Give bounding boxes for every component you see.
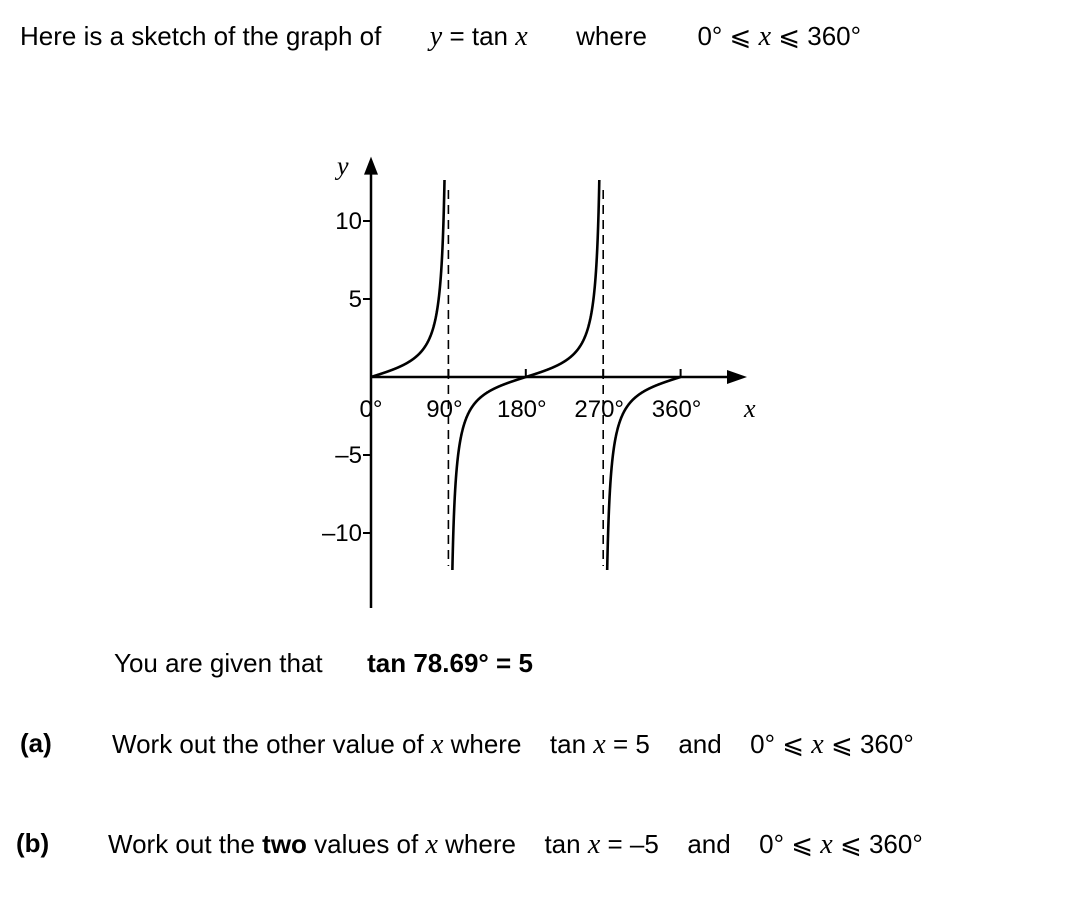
part-b-range-right: ⩽ 360°: [839, 829, 923, 859]
y-axis-arrowhead: [364, 157, 378, 175]
intro-eq-tan: = tan: [449, 21, 509, 51]
part-b-eq-left: tan: [544, 829, 581, 859]
intro-range-right: ⩽ 360°: [778, 21, 862, 51]
y-tick-label: –5: [335, 442, 362, 469]
tan-curve-branch-3: [604, 377, 681, 905]
y-tick-label: 10: [335, 208, 362, 235]
y-axis-label: y: [337, 151, 349, 181]
part-b-and: and: [687, 829, 731, 859]
given-text: You are given that: [114, 648, 323, 678]
intro-where: where: [576, 21, 647, 51]
part-b-where: where: [445, 829, 516, 859]
part-a-range-var: x: [811, 729, 824, 760]
part-a-var: x: [430, 729, 444, 760]
tan-curve-branch-1: [371, 0, 448, 377]
part-a-question: [112, 728, 914, 762]
x-tick-label: 270°: [574, 396, 625, 423]
part-a-eq-var: x: [593, 729, 606, 760]
part-b-var: x: [425, 829, 438, 860]
part-a-where: where: [450, 729, 522, 759]
part-b-text-before: Work out the: [108, 829, 255, 859]
part-b-question: [108, 828, 923, 862]
intro-range-left: 0° ⩽: [697, 21, 752, 51]
x-tick-label: 90°: [426, 396, 463, 423]
y-tick-label: –10: [321, 520, 362, 547]
intro-eq-y: y: [429, 21, 443, 52]
part-a-eq-right: = 5: [612, 729, 650, 759]
x-axis-arrowhead: [727, 370, 747, 384]
part-a-text: Work out the other value of: [112, 729, 424, 759]
x-axis-label: x: [744, 394, 756, 423]
part-b-range-left: 0° ⩽: [759, 829, 814, 859]
given-value: tan 78.69° = 5: [367, 648, 533, 678]
x-tick-label: 0°: [359, 396, 383, 423]
part-a-and: and: [678, 729, 722, 759]
part-a-range-right: ⩽ 360°: [830, 729, 914, 759]
y-tick-label: 5: [348, 286, 362, 313]
intro-text: Here is a sketch of the graph of: [20, 21, 382, 51]
part-b-range-var: x: [820, 829, 833, 860]
x-tick-label: 360°: [651, 396, 702, 423]
part-b-bold: two: [262, 829, 307, 859]
x-tick-label: 180°: [496, 396, 547, 423]
part-b-text-after: values of: [314, 829, 419, 859]
part-a-label: (a): [20, 728, 52, 758]
part-a-range-left: 0° ⩽: [750, 729, 805, 759]
part-b-eq-var: x: [587, 829, 601, 860]
tan-curve-branch-2: [449, 0, 606, 905]
intro-eq-x: x: [515, 21, 528, 52]
part-a-eq-left: tan: [549, 729, 587, 759]
given-line: [114, 648, 533, 679]
part-b-label: (b): [16, 828, 50, 858]
intro-range-x: x: [758, 21, 771, 52]
part-b-eq-right: = –5: [607, 829, 659, 859]
